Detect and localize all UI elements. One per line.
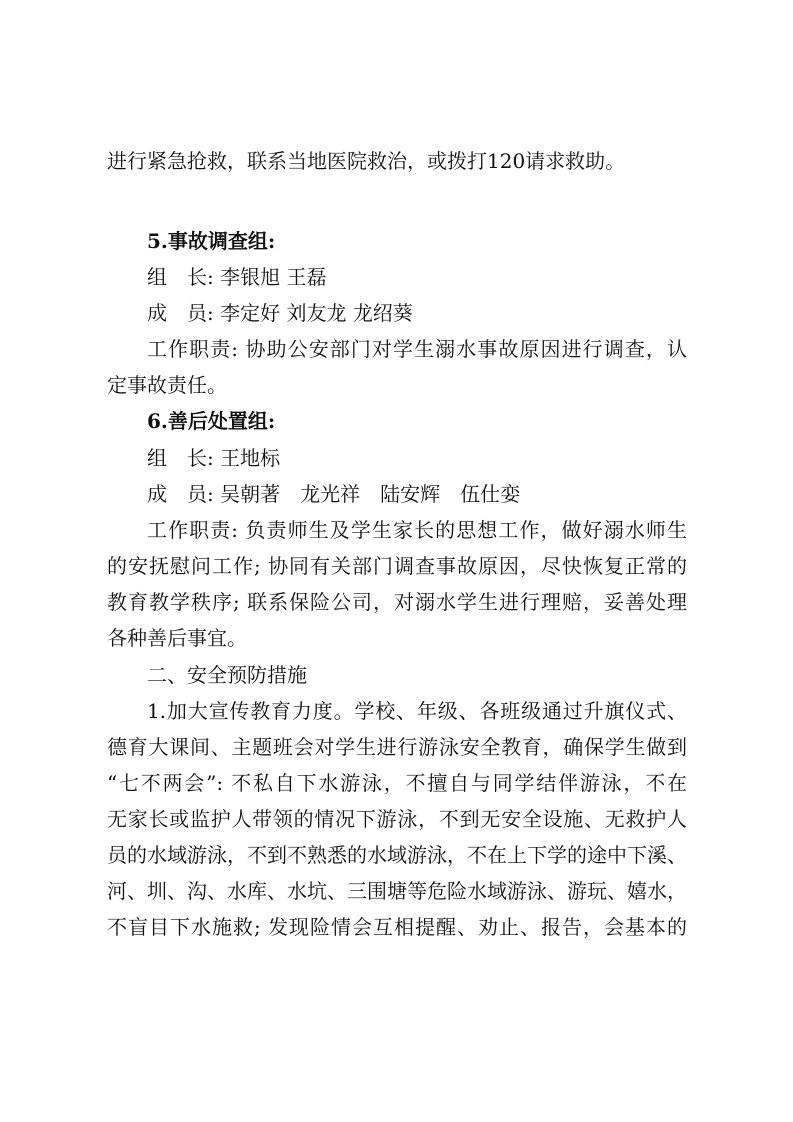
- duty-line-2: 的安抚慰问工作; 协同有关部门调查事故原因，尽快恢复正常的: [107, 554, 687, 578]
- duty-line-3: 教育教学秩序; 联系保险公司，对溺水学生进行理赔，妥善处理: [107, 590, 687, 614]
- paragraph-line-3: “七不两会”: 不私自下水游泳，不擅自与同学结伴游泳，不在: [107, 771, 687, 795]
- group-members-line: 成 员: 李定好 刘友龙 龙绍葵: [147, 301, 413, 325]
- text-line-1: 进行紧急抢救，联系当地医院救治，或拨打120请求救助。: [107, 149, 626, 173]
- paragraph-line-7: 不盲目下水施救; 发现险情会互相提醒、劝止、报告，会基本的: [107, 915, 687, 939]
- section-heading-accident-investigation: 5.事故调查组:: [147, 229, 276, 253]
- paragraph-line-5: 员的水域游泳，不到不熟悉的水域游泳，不在上下学的途中下溪、: [107, 843, 687, 867]
- group-leader-line: 组 长: 李银旭 王磊: [147, 265, 327, 289]
- paragraph-line-6: 河、圳、沟、水库、水坑、三围塘等危险水域游泳、游玩、嬉水，: [107, 879, 687, 903]
- section-heading-prevention: 二、安全预防措施: [147, 663, 307, 687]
- group-members-line: 成 员: 吴朝著 龙光祥 陆安辉 伍仕娈: [147, 482, 521, 506]
- group-leader-line: 组 长: 王地标: [147, 446, 281, 470]
- paragraph-line-2: 德育大课间、主题班会对学生进行游泳安全教育，确保学生做到: [107, 735, 687, 759]
- paragraph-line-4: 无家长或监护人带领的情况下游泳，不到无安全设施、无救护人: [107, 807, 687, 831]
- paragraph-line-1: 1.加大宣传教育力度。学校、年级、各班级通过升旗仪式、: [147, 699, 687, 723]
- section-heading-aftermath: 6.善后处置组:: [147, 409, 276, 433]
- duty-line-4: 各种善后事宜。: [107, 626, 247, 650]
- duty-line-1: 工作职责: 负责师生及学生家长的思想工作，做好溺水师生: [147, 518, 687, 542]
- duty-line-1: 工作职责: 协助公安部门对学生溺水事故原因进行调查，认: [147, 337, 687, 361]
- duty-line-2: 定事故责任。: [107, 373, 227, 397]
